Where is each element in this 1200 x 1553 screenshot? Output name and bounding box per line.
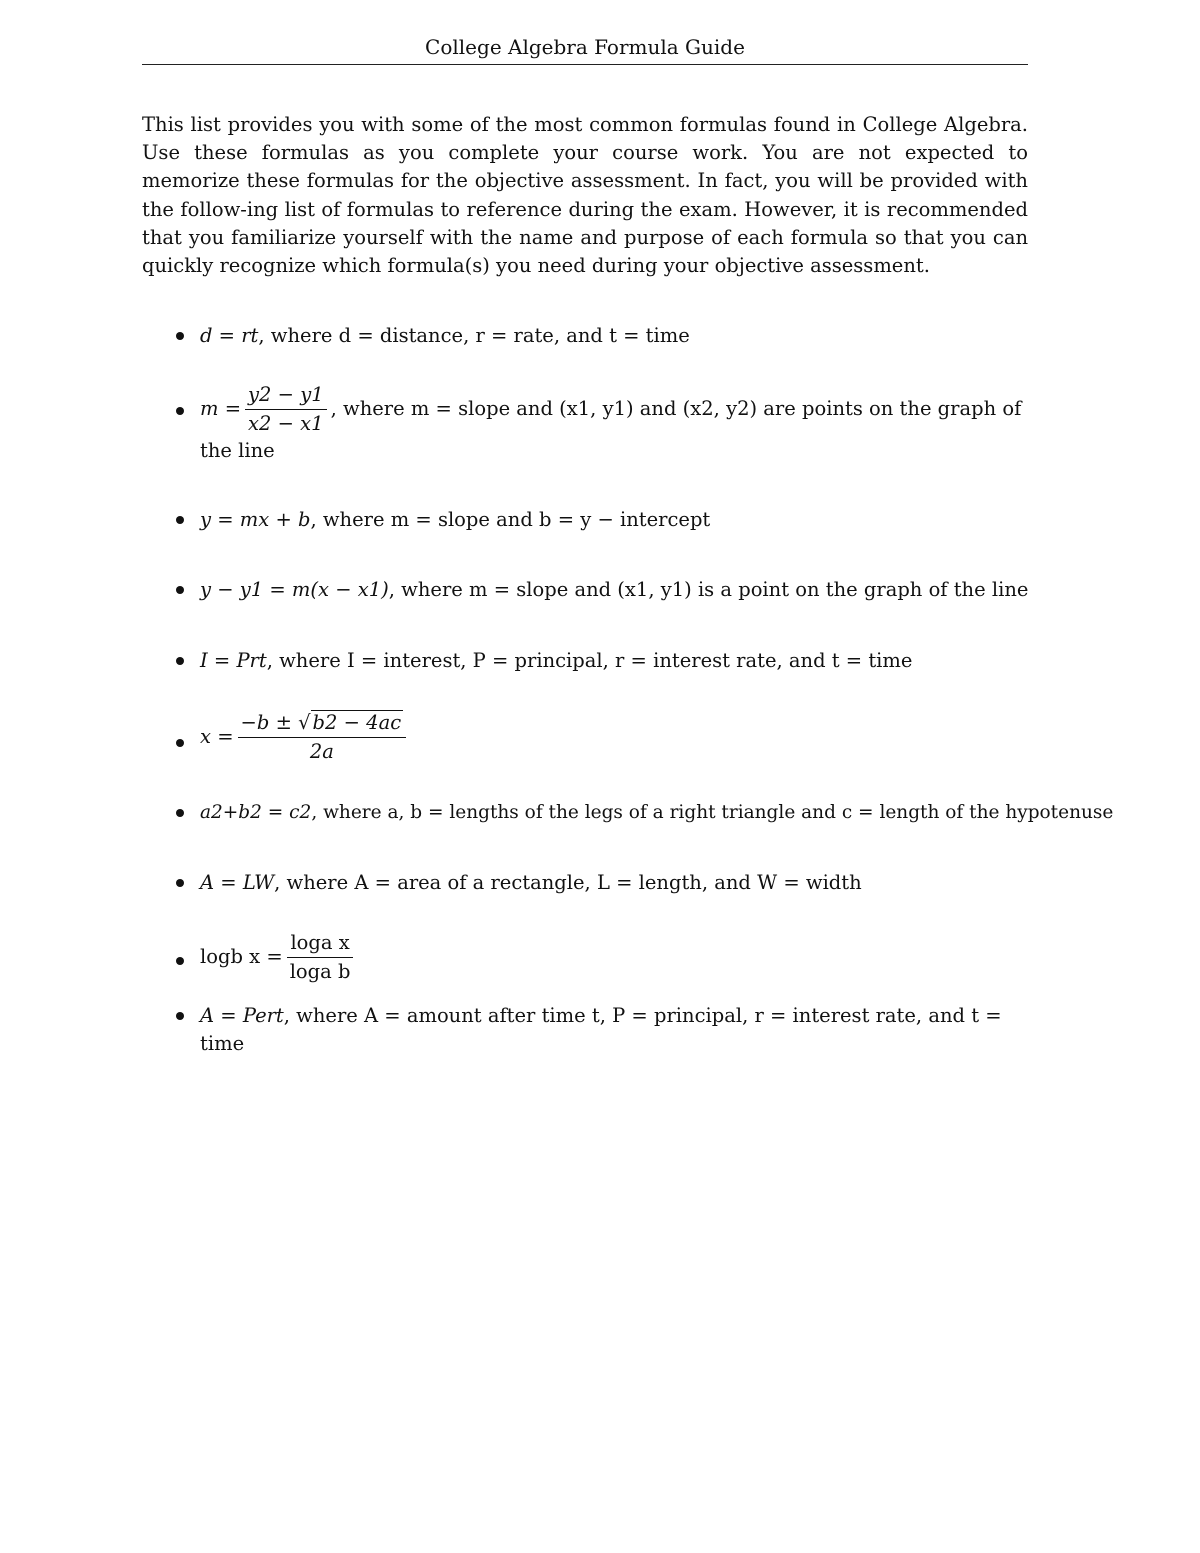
description-area: , where A = area of a rectangle, L = length, and W = width [274, 871, 862, 894]
fraction-numerator: loga x [287, 930, 354, 958]
description-slope-intercept: , where m = slope and b = y − intercept [310, 508, 711, 531]
fraction-quadratic [238, 710, 407, 765]
bullet-icon [176, 332, 184, 340]
page-title: College Algebra Formula Guide [142, 30, 1028, 65]
description-distance: , where d = distance, r = rate, and t = time [258, 324, 690, 347]
description-slope: , where m = slope and (x1, y1) and (x2, y2) are points on the graph of the line [200, 397, 1022, 462]
formula-slope-lhs: m = [200, 397, 242, 420]
bullet-icon [176, 516, 184, 524]
bullet-icon [176, 957, 184, 965]
bullet-icon [176, 1012, 184, 1020]
formula-change-of-base-lhs: logb x = [200, 945, 283, 968]
bullet-icon [176, 586, 184, 594]
fraction-denominator: loga b [289, 960, 351, 983]
formula-slope-intercept: y = mx + b [200, 508, 311, 531]
bullet-icon [176, 407, 184, 415]
description-compound-interest: , where A = amount after time t, P = principal, r = interest rate, and t = time [200, 1004, 1002, 1055]
fraction-numerator [238, 710, 407, 738]
bullet-icon [176, 739, 184, 747]
formula-pythagorean: a2+b2 = c2 [200, 802, 312, 823]
formula-point-slope: y − y1 = m(x − x1) [200, 578, 389, 601]
quadratic-numerator-prefix: −b ± √ [240, 711, 311, 734]
fraction-slope [245, 382, 327, 437]
formula-distance: d = rt [200, 324, 259, 347]
description-point-slope: , where m = slope and (x1, y1) is a point on the graph of the line [388, 578, 1029, 601]
description-pythagorean: , where a, b = lengths of the legs of a right triangle and c = length of the hypotenuse [311, 802, 1114, 823]
quadratic-radicand: b2 − 4ac [312, 711, 402, 734]
formula-area: A = LW [200, 871, 275, 894]
fraction-numerator: y2 − y1 [245, 382, 327, 410]
bullet-icon [176, 657, 184, 665]
formula-simple-interest: I = Prt [200, 649, 267, 672]
fraction-denominator: x2 − x1 [248, 412, 324, 435]
formula-compound-interest: A = Pert [200, 1004, 284, 1027]
bullet-icon [176, 879, 184, 887]
description-simple-interest: , where I = interest, P = principal, r = interest rate, and t = time [266, 649, 913, 672]
fraction-denominator: 2a [309, 740, 334, 763]
bullet-icon [176, 809, 184, 817]
formula-quadratic-lhs: x = [200, 725, 234, 748]
fraction-change-of-base [287, 930, 354, 985]
intro-paragraph: This list provides you with some of the most common formulas found in College Algebra. Use these formulas as you complete your course work. You are not expected to memorize these formulas for the objective assessment. In fact, you will be provided with the follow-ing list of formulas to reference during the exam. However, it is recommended that you familiarize yourself with the name and purpose of each formula so that you can quickly recognize which formula(s) you need during your objective assessment. [142, 113, 1028, 278]
